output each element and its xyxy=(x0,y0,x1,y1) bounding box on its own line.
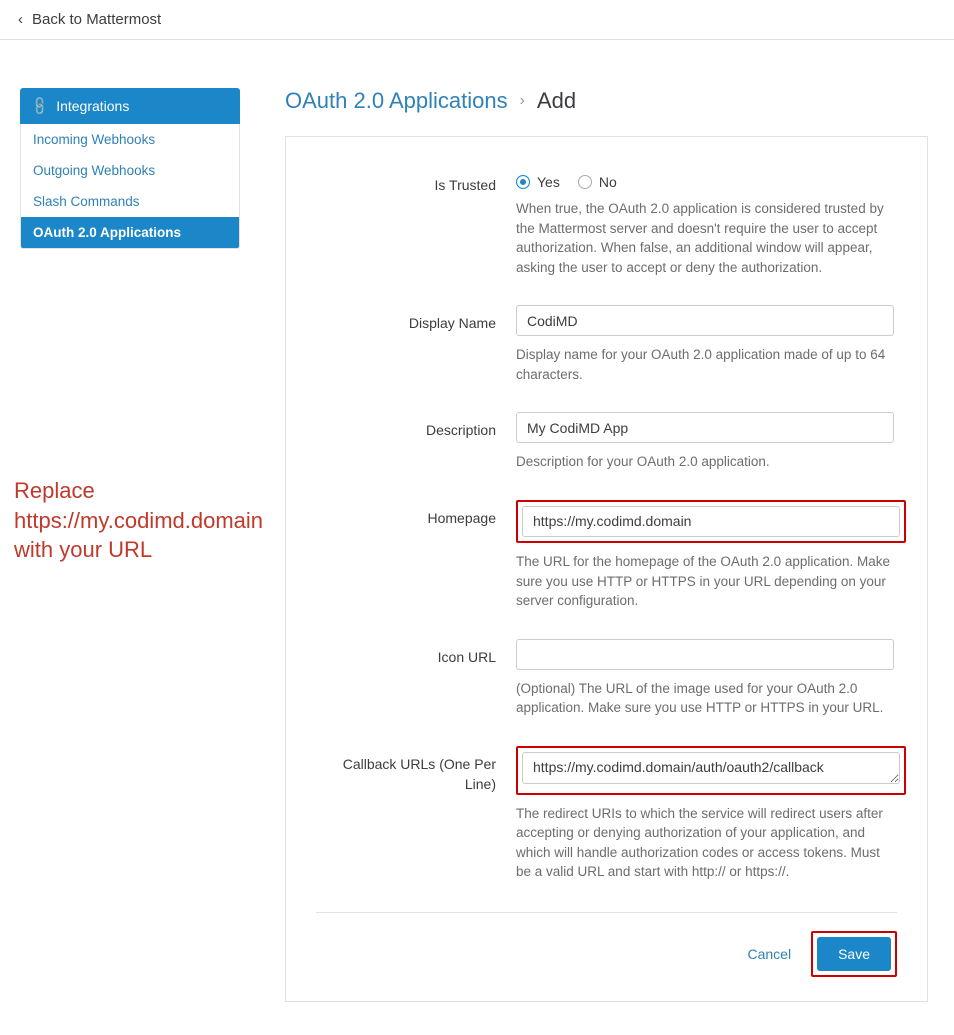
is-trusted-radio-group[interactable] xyxy=(516,167,897,190)
radio-selected-icon xyxy=(516,175,530,189)
callback-urls-label: Callback URLs (One Per Line) xyxy=(342,755,496,793)
form-footer xyxy=(316,913,897,989)
breadcrumb-parent-link[interactable]: OAuth 2.0 Applications xyxy=(285,88,508,113)
back-to-mattermost-link[interactable] xyxy=(18,11,161,28)
sidebar-item-oauth-applications[interactable] xyxy=(21,217,239,248)
main-content xyxy=(240,88,954,1002)
homepage-label: Homepage xyxy=(427,509,496,526)
is-trusted-help: When true, the OAuth 2.0 application is considered trusted by the Mattermost server and doesn't require the user to accept authorization. When false, an additional window will appear, asking the user to accept or deny the authorization. xyxy=(516,201,884,275)
callback-urls-highlight-box xyxy=(516,746,906,795)
description-label: Description xyxy=(425,422,496,439)
oauth-app-form-card xyxy=(285,136,928,1002)
callback-urls-help: The redirect URIs to which the service will redirect users after accepting or denying authorization of your application, and which will handle authorization codes or access tokens. Must be a valid URL and start with http:// or https://. xyxy=(516,805,883,880)
sidebar-item-slash-commands[interactable] xyxy=(21,186,239,217)
field-row-description xyxy=(316,412,897,496)
save-highlight-box xyxy=(811,931,897,977)
callback-urls-field xyxy=(516,746,897,906)
sidebar-header-integrations[interactable] xyxy=(20,88,240,124)
display-name-input[interactable] xyxy=(516,305,894,336)
back-link-label: Back to Mattermost xyxy=(32,11,162,28)
link-icon: 🔗 xyxy=(28,94,51,117)
icon-url-help: (Optional) The URL of the image used for your OAuth 2.0 application. Make sure you use HTTP or HTTPS in your URL. xyxy=(516,680,884,716)
homepage-highlight-box xyxy=(516,500,906,543)
sidebar-item-incoming-webhooks[interactable] xyxy=(21,124,239,155)
sidebar-header-label: Integrations xyxy=(56,98,130,114)
display-name-help: Display name for your OAuth 2.0 application made of up to 64 characters. xyxy=(516,347,886,382)
annotation-note: Replace https://my.codimd.domain with your URL xyxy=(14,478,264,563)
callback-urls-textarea[interactable] xyxy=(522,752,900,784)
is-trusted-no-label: No xyxy=(598,174,617,190)
field-row-is-trusted xyxy=(316,167,897,301)
field-row-callback-urls xyxy=(316,746,897,906)
icon-url-label: Icon URL xyxy=(437,648,496,665)
description-field xyxy=(516,412,897,496)
radio-unselected-icon xyxy=(578,175,592,189)
is-trusted-label: Is Trusted xyxy=(434,177,496,193)
homepage-field xyxy=(516,500,897,635)
sidebar-item-outgoing-webhooks[interactable] xyxy=(21,155,239,186)
description-help: Description for your OAuth 2.0 application. xyxy=(516,454,770,470)
save-button[interactable]: Save xyxy=(817,937,891,971)
sidebar-list xyxy=(20,124,240,249)
top-bar xyxy=(0,0,954,40)
display-name-label: Display Name xyxy=(408,315,496,332)
field-row-display-name xyxy=(316,305,897,408)
is-trusted-radio-yes[interactable] xyxy=(516,174,560,190)
icon-url-input[interactable] xyxy=(516,639,894,670)
chevron-left-icon: ‹ xyxy=(18,11,23,28)
breadcrumb xyxy=(285,88,928,114)
breadcrumb-current: Add xyxy=(536,88,577,113)
is-trusted-yes-label: Yes xyxy=(537,174,560,190)
homepage-help: The URL for the homepage of the OAuth 2.0 application. Make sure you use HTTP or HTTPS in your URL depending on your server configuration. xyxy=(516,553,890,609)
cancel-button[interactable]: Cancel xyxy=(733,938,805,970)
sidebar-item-label: Slash Commands xyxy=(33,194,140,209)
icon-url-field xyxy=(516,639,897,742)
sidebar-item-label: Outgoing Webhooks xyxy=(33,163,156,178)
is-trusted-field xyxy=(516,167,897,301)
sidebar-item-label: Incoming Webhooks xyxy=(33,132,156,147)
field-row-homepage xyxy=(316,500,897,635)
sidebar-item-label: OAuth 2.0 Applications xyxy=(33,225,182,240)
homepage-input[interactable] xyxy=(522,506,900,537)
display-name-field xyxy=(516,305,897,408)
field-row-icon-url xyxy=(316,639,897,742)
is-trusted-radio-no[interactable] xyxy=(578,174,617,190)
description-input[interactable] xyxy=(516,412,894,443)
chevron-right-icon: › xyxy=(519,92,525,109)
